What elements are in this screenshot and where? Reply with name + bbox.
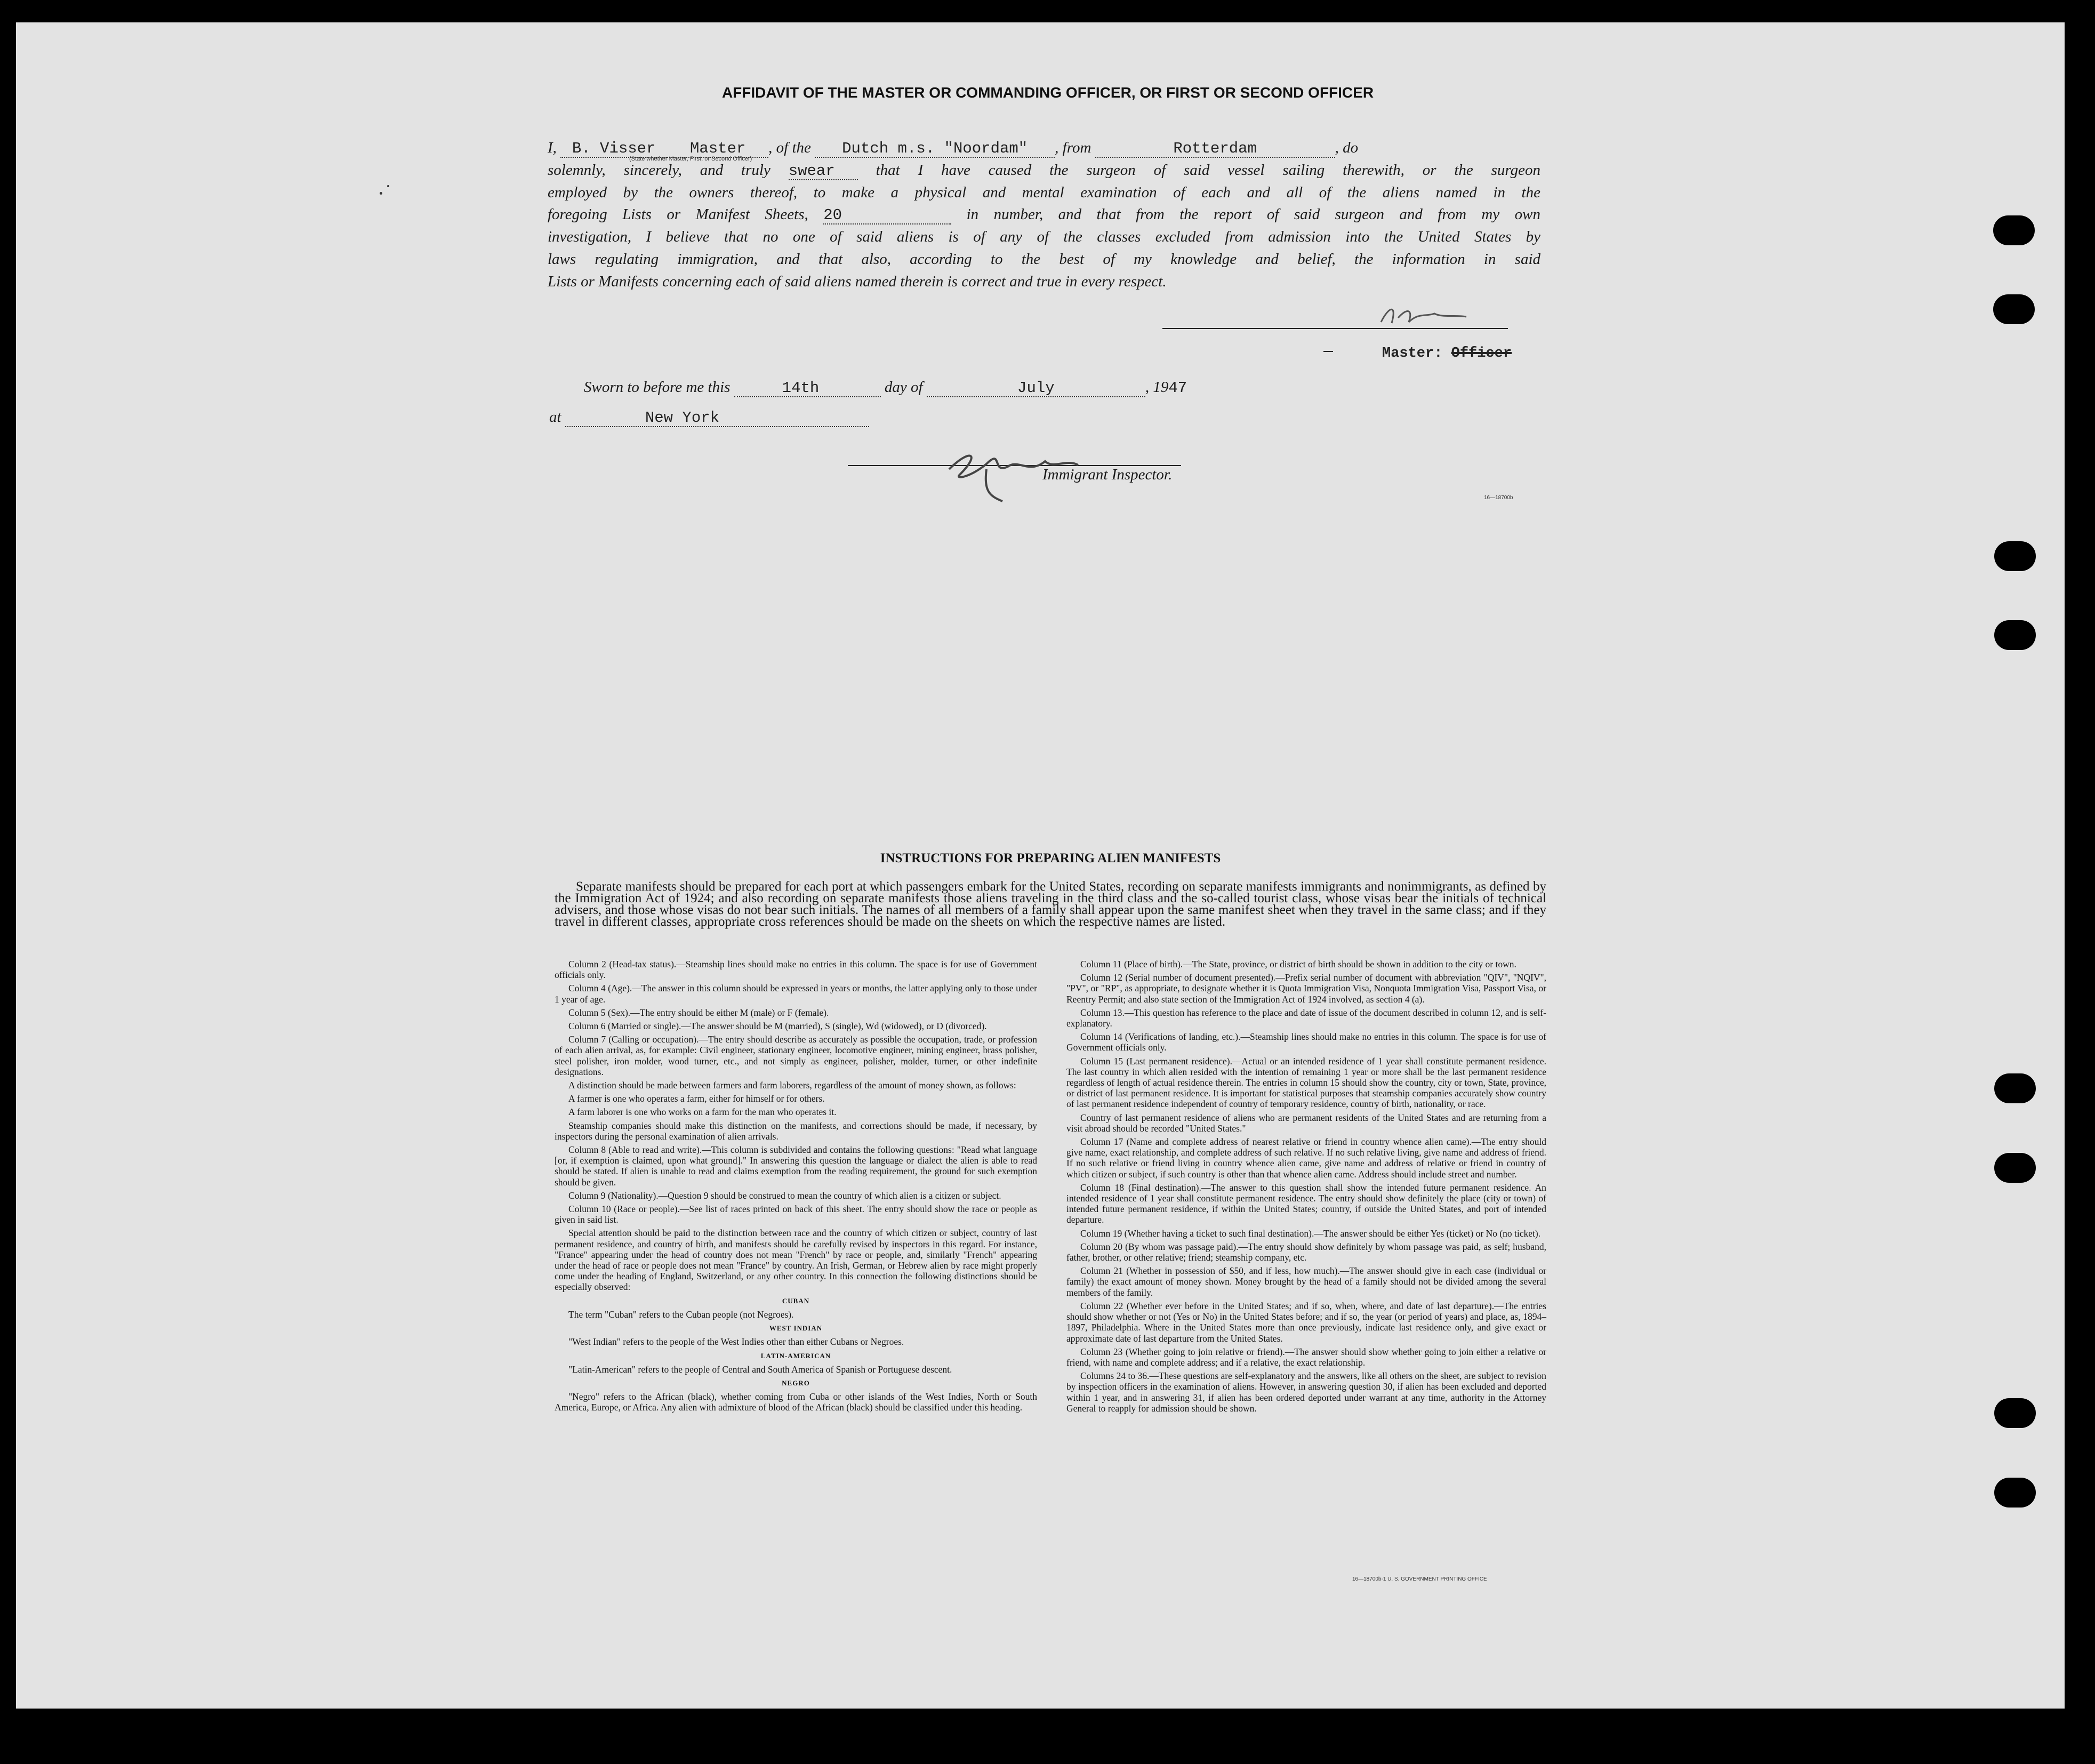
instruction-paragraph: Column 6 (Married or single).—The answer should be M (married), S (single), Wd (widowed), or D (divorced).	[568, 1021, 987, 1032]
race-definition: "Negro" refers to the African (black), whether coming from Cuba or other islands of the West Indies, North or South America, Europe, or Africa. Any alien with admixture of blood of the African (black) should be classified under this heading.	[555, 1391, 1037, 1413]
instruction-paragraph: Column 8 (Able to read and write).—This column is subdivided and contains the following questions: "Read what language [or, if exemption is claimed, upon what ground]." In answering this question the language or dialect the alien is able to read should be stated. If alien is unable to read and claims exemption from the reading requirement, the ground for such exemption should be given.	[555, 1144, 1037, 1188]
sworn-year-field: 47	[1168, 379, 1187, 397]
affidavit-line-7: Lists or Manifests concerning each of said aliens named therein is correct and true in every respect.	[548, 272, 1167, 290]
instruction-paragraph: Column 11 (Place of birth).—The State, province, or district of birth should be shown in addition to the city or town.	[1080, 959, 1516, 969]
punch-hole	[1994, 1153, 2036, 1183]
sworn-location: at New York	[549, 406, 869, 429]
instructions-left-column	[555, 959, 1037, 1416]
instruction-paragraph: Column 20 (By whom was passage paid).—The entry should show definitely by whom passage was paid, as self; husband, father, brother, or other relative; friend; steamship company, etc.	[1066, 1241, 1546, 1263]
vessel-name-field: Dutch m.s. "Noordam"	[815, 141, 1055, 158]
instruction-paragraph: Country of last permanent residence of aliens who are permanent residents of the United States and are returning from a visit abroad should be recorded "United States."	[1066, 1112, 1546, 1134]
instruction-paragraph: Column 21 (Whether in possession of $50, and if less, how much).—The answer should give in each case (individual or family) the exact amount of money shown. Money brought by the head of a family should not be divided among the several members of the family.	[1066, 1265, 1546, 1298]
race-definition: The term "Cuban" refers to the Cuban people (not Negroes).	[568, 1309, 794, 1320]
race-definition: "Latin-American" refers to the people of Central and South America of Spanish or Portuguese descent.	[568, 1364, 952, 1375]
race-heading: LATIN-AMERICAN	[760, 1351, 831, 1360]
instruction-paragraph: Column 13.—This question has reference to the place and date of issue of the document described in column 12, and is self-explanatory.	[1066, 1007, 1546, 1029]
instruction-paragraph: Column 23 (Whether going to join relative or friend).—The answer should show whether going to join either a relative or friend, with name and complete address; and if a relative, the exact relationship.	[1066, 1346, 1546, 1368]
instruction-paragraph: Column 17 (Name and complete address of nearest relative or friend in country whence alien came).—The entry should give name, exact relationship, and complete address of such relative. If no such relative living, give name and address of friend. If no such relative or friend living in country whence alien came, give name and address of relative or friend in country of which citizen or subject, if such country is other than that whence alien came. Address should include street and number.	[1066, 1136, 1546, 1180]
affidavit-title: AFFIDAVIT OF THE MASTER OR COMMANDING OFFICER, OR FIRST OR SECOND OFFICER	[721, 84, 1374, 101]
instruction-paragraph: A distinction should be made between farmers and farm laborers, regardless of the amount of money shown, as follows:	[568, 1080, 1016, 1091]
struck-word: Officer	[1451, 346, 1512, 362]
sworn-place-field: New York	[565, 410, 869, 427]
instructions-title: INSTRUCTIONS FOR PREPARING ALIEN MANIFESTS	[880, 851, 1221, 865]
instruction-paragraph: Column 22 (Whether ever before in the United States; and if so, when, where, and date of last departure).—The entries should show whether or not (Yes or No) in the United States before; and if so, the year (or period of years) and place, as, 1894–1897, Philadelphia. Where in the United States more than once previously, indicate last residence only, and give exact or approximate date of last departure from the United States.	[1066, 1300, 1546, 1344]
instruction-paragraph: Column 18 (Final destination).—The answer to this question shall show the intended future permanent residence. An intended residence of 1 year shall constitute permanent residence. The entry should show definitely the place (city or town) of intended future permanent residence, if within the United States; country, if outside the United States, and port of intended departure.	[1066, 1182, 1546, 1225]
race-definition: "West Indian" refers to the people of the West Indies other than either Cubans or Negroes.	[568, 1336, 904, 1348]
inspector-title: Immigrant Inspector.	[1042, 466, 1173, 483]
instruction-paragraph: Columns 24 to 36.—These questions are self-explanatory and the answers, like all others on the sheet, are subject to revision by inspection officers in the examination of aliens. However, in answering question 30, if alien has been excluded and deported within 1 year, and in answering 31, if alien has been ordered deported under warrant at any time, authority in the Attorney General to reapply for admission should be shown.	[1066, 1370, 1546, 1414]
race-heading: NEGRO	[782, 1378, 810, 1387]
form-number: 16—18700b	[1484, 495, 1513, 501]
instruction-paragraph: Special attention should be paid to the distinction between race and the country of which citizen or subject, country of last permanent residence, and country of birth, and manifests should be carefully revised by inspectors in this regard. For instance, "France" appearing under the head of country does not mean "French" by race or people, and, similarly "French" appearing under the head of race or people does not mean "France" by country. An Irish, German, or Hebrew alien by race might properly come under the heading of England, Switzerland, or any other country. In this connection the following distinctions should be especially observed:	[555, 1228, 1037, 1293]
instruction-paragraph: A farm laborer is one who works on a farm for the man who operates it.	[568, 1106, 837, 1118]
departure-port-field: Rotterdam	[1095, 141, 1335, 158]
punch-hole	[1994, 1398, 2036, 1428]
affidavit-line-3: employed by the owners thereof, to make a physical and mental examination of each and all of the aliens named in the	[548, 183, 1540, 201]
master-title-label: Master:	[1382, 346, 1443, 362]
instruction-paragraph: Column 19 (Whether having a ticket to such final destination).—The answer should be either Yes (ticket) or No (no ticket).	[1080, 1228, 1541, 1239]
instruction-paragraph: Column 5 (Sex).—The entry should be either M (male) or F (female).	[568, 1007, 829, 1018]
officer-rank-field: Master	[667, 141, 768, 158]
instruction-paragraph: Steamship companies should make this distinction on the manifests, and corrections should be made, if necessary, by inspectors during the personal examination of alien arrivals.	[555, 1120, 1037, 1142]
punch-hole	[1993, 215, 2035, 245]
sworn-statement: Sworn to before me this 14th day of July , 1947	[584, 379, 1187, 397]
scan-speck	[387, 185, 389, 187]
master-signature	[1376, 302, 1514, 332]
affidavit-line-2: solemnly, sincerely, and truly swear that I have caused the surgeon of said vessel sailing therewith, or the surgeon	[548, 161, 1541, 180]
affidavit-line-4: foregoing Lists or Manifest Sheets, 20 in number, and that from the report of said surgeon and from my own	[548, 206, 1541, 224]
instruction-paragraph: Column 12 (Serial number of document presented).—Prefix serial number of document with abbreviation "QIV", "NQIV", "PV", or "RP", as appropriate, to designate whether it is Quota Immigration Visa, Nonquota Immigration Visa, Passport Visa, or Reentry Permit; and also state section of the Immigration Act of 1924 involved, as section 4 (a).	[1066, 972, 1546, 1005]
instruction-paragraph: Column 10 (Race or people).—See list of races printed on back of this sheet. The entry should show the race or people as given in said list.	[555, 1204, 1037, 1225]
rank-note: (State whether Master, First, or Second Officer)	[629, 156, 752, 162]
instruction-paragraph: A farmer is one who operates a farm, either for himself or for others.	[568, 1093, 825, 1104]
race-heading: CUBAN	[782, 1296, 810, 1305]
instructions-right-column	[1066, 959, 1546, 1416]
printing-office-footer: 16—18700b-1 U. S. GOVERNMENT PRINTING OFFICE	[1352, 1576, 1487, 1582]
sheet-count-field: 20	[823, 207, 951, 224]
oath-field: swear	[789, 163, 858, 180]
instructions-intro: Separate manifests should be prepared for each port at which passengers embark for the United States, recording on separate manifests immigrants and nonimmigrants, as defined by the Immigration Act of 1924; and also recording on separate manifests those aliens traveling in the third class and the so-called tourist class, whose visas bear the initials of technical advisers, and those whose visas do not bear such initials. The names of all members of a family shall appear upon the same manifest sheet when they travel in the same class; and if they travel in different classes, appropriate cross references should be made on the sheets on which the respective names are listed.	[555, 879, 1546, 929]
punch-hole	[1994, 1073, 2036, 1103]
punch-hole	[1994, 620, 2036, 650]
instruction-paragraph: Column 15 (Last permanent residence).—Actual or an intended residence of 1 year shall constitute permanent residence. The last country in which alien resided with the intention of remaining 1 year or more shall be the last permanent residence regardless of length of actual residence therein. The entries in column 15 should show the country, city or town, State, province, or district of last permanent residence. It is important for statistical purposes that steamship companies accurately show country of last permanent residence independent of country of temporary residence, country of birth, nationality, or race.	[1066, 1055, 1546, 1110]
scan-speck	[380, 192, 382, 195]
punch-hole	[1993, 294, 2035, 324]
instruction-paragraph: Column 7 (Calling or occupation).—The entry should describe as accurately as possible the occupation, trade, or profession of each alien arrival, as, for example: Civil engineer, stationary engineer, locomotive engineer, mining engineer, brass polisher, steel polisher, iron molder, wood turner, etc., and not simply as engineer, polisher, molder, turner, or other indefinite designations.	[555, 1034, 1037, 1077]
affidavit-line-5: investigation, I believe that no one of said aliens is of any of the classes excluded from admission into the United States by	[548, 228, 1540, 246]
punch-hole	[1994, 541, 2036, 571]
sworn-day-field: 14th	[734, 380, 881, 397]
affidavit-line-6: laws regulating immigration, and that also, according to the best of my knowledge and belief, the information in said	[548, 250, 1540, 268]
officer-name-field: B. Visser	[560, 141, 667, 158]
sworn-month-field: July	[927, 380, 1145, 397]
punch-hole	[1994, 1478, 2036, 1508]
instruction-paragraph: Column 4 (Age).—The answer in this column should be expressed in years or months, the latter applying only to those under 1 year of age.	[555, 983, 1037, 1005]
master-signature-title	[1382, 346, 1512, 362]
instruction-paragraph: Column 14 (Verifications of landing, etc.).—Steamship lines should make no entries in this column. The space is for use of Government officials only.	[1066, 1031, 1546, 1053]
race-heading: WEST INDIAN	[769, 1324, 823, 1333]
affidavit-line-1: I, B. Visser Master , of the Dutch m.s. "Noordam" , from Rotterdam , do	[548, 139, 1359, 157]
dash-mark	[1323, 351, 1333, 352]
instruction-paragraph: Column 9 (Nationality).—Question 9 should be construed to mean the country of which alien is a citizen or subject.	[568, 1190, 1001, 1201]
instruction-paragraph: Column 2 (Head-tax status).—Steamship lines should make no entries in this column. The space is for use of Government officials only.	[555, 959, 1037, 981]
